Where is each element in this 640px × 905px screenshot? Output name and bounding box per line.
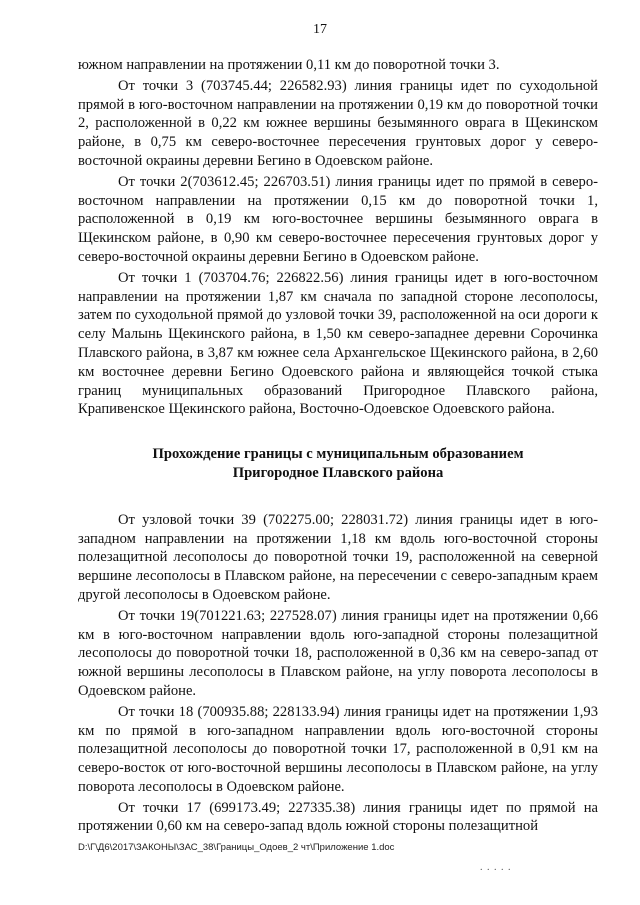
document-body: [78, 56, 598, 838]
paragraph: От узловой точки 39 (702275.00; 228031.72) линия границы идет в юго-западном направлении на протяжении 1,18 км вдоль юго-восточной стороны полезащитной лесополосы до поворотной точки 19, расположенной на северной вершине лесополосы в Плавском районе, на пересечении с северо-западным краем другой лесополосы в Одоевском районе.: [78, 511, 598, 603]
section-heading: [78, 445, 598, 483]
paragraph: От точки 19(701221.63; 227528.07) линия границы идет на протяжении 0,66 км в юго-восточном направлении вдоль юго-западной стороны полезащитной лесополосы до поворотной точки 18, расположенной в 0,36 км на северо-запад от южной вершины лесополосы в Плавском районе, на углу поворота лесополосы в Одоевском районе.: [78, 607, 598, 699]
page-number: 17: [313, 22, 327, 37]
paragraph: От точки 2(703612.45; 226703.51) линия границы идет по прямой в северо-восточном направлении на протяжении 0,15 км до поворотной точки 1, расположенной в 0,19 км юго-восточнее вершины безымянного оврага в Щекинском районе, в 0,90 км северо-восточнее пересечения грунтовых дорог у северо-восточной окраины деревни Бегино в Одоевском районе.: [78, 173, 598, 265]
footer-file-path: D:\Г\Д6\2017\ЗАКОНЫ\ЗАС_38\Границы_Одоев_2 чт\Приложение 1.doc: [78, 842, 395, 853]
paragraph: От точки 17 (699173.49; 227335.38) линия границы идет по прямой на протяжении 0,60 км на северо-запад вдоль южной стороны полезащитной: [78, 799, 598, 835]
section-heading-line: Прохождение границы с муниципальным образованием: [152, 446, 524, 463]
section-heading-line: Пригородное Плавского района: [232, 464, 444, 481]
paragraph: От точки 1 (703704.76; 226822.56) линия границы идет в юго-восточном направлении на протяжении 1,87 км сначала по западной стороне лесополосы, затем по суходольной прямой до узловой точки 39, расположенной на оси дороги к селу Малынь Щекинского района, в 1,50 км северо-западнее деревни Сорочинка Плавского района, в 3,87 км южнее села Архангельское Щекинского района, в 2,60 км восточнее деревни Бегино Одоевского района и являющейся точкой стыка границ муниципальных образований Пригородное Плавского района, Крапивенское Щекинского района, Восточно-Одоевское Одоевского района.: [78, 269, 598, 418]
paragraph-continuation: южном направлении на протяжении 0,11 км до поворотной точки 3.: [78, 57, 500, 73]
footer-mark: . . . . .: [480, 862, 512, 873]
paragraph: От точки 3 (703745.44; 226582.93) линия границы идет по суходольной прямой в юго-восточном направлении на протяжении 0,19 км до поворотной точки 2, расположенной в 0,22 км южнее вершины безымянного оврага в Щекинском районе, в 0,75 км северо-восточнее пересечения грунтовых дорог у северо-восточной окраины деревни Бегино в Одоевском районе.: [78, 77, 598, 169]
paragraph: От точки 18 (700935.88; 228133.94) линия границы идет на протяжении 1,93 км по прямой в юго-западном направлении вдоль юго-восточной стороны полезащитной лесополосы до поворотной точки 17, расположенной в 0,91 км на северо-восток от юго-восточной вершины лесополосы в Плавском районе, на углу поворота лесополосы в Одоевском районе.: [78, 703, 598, 795]
